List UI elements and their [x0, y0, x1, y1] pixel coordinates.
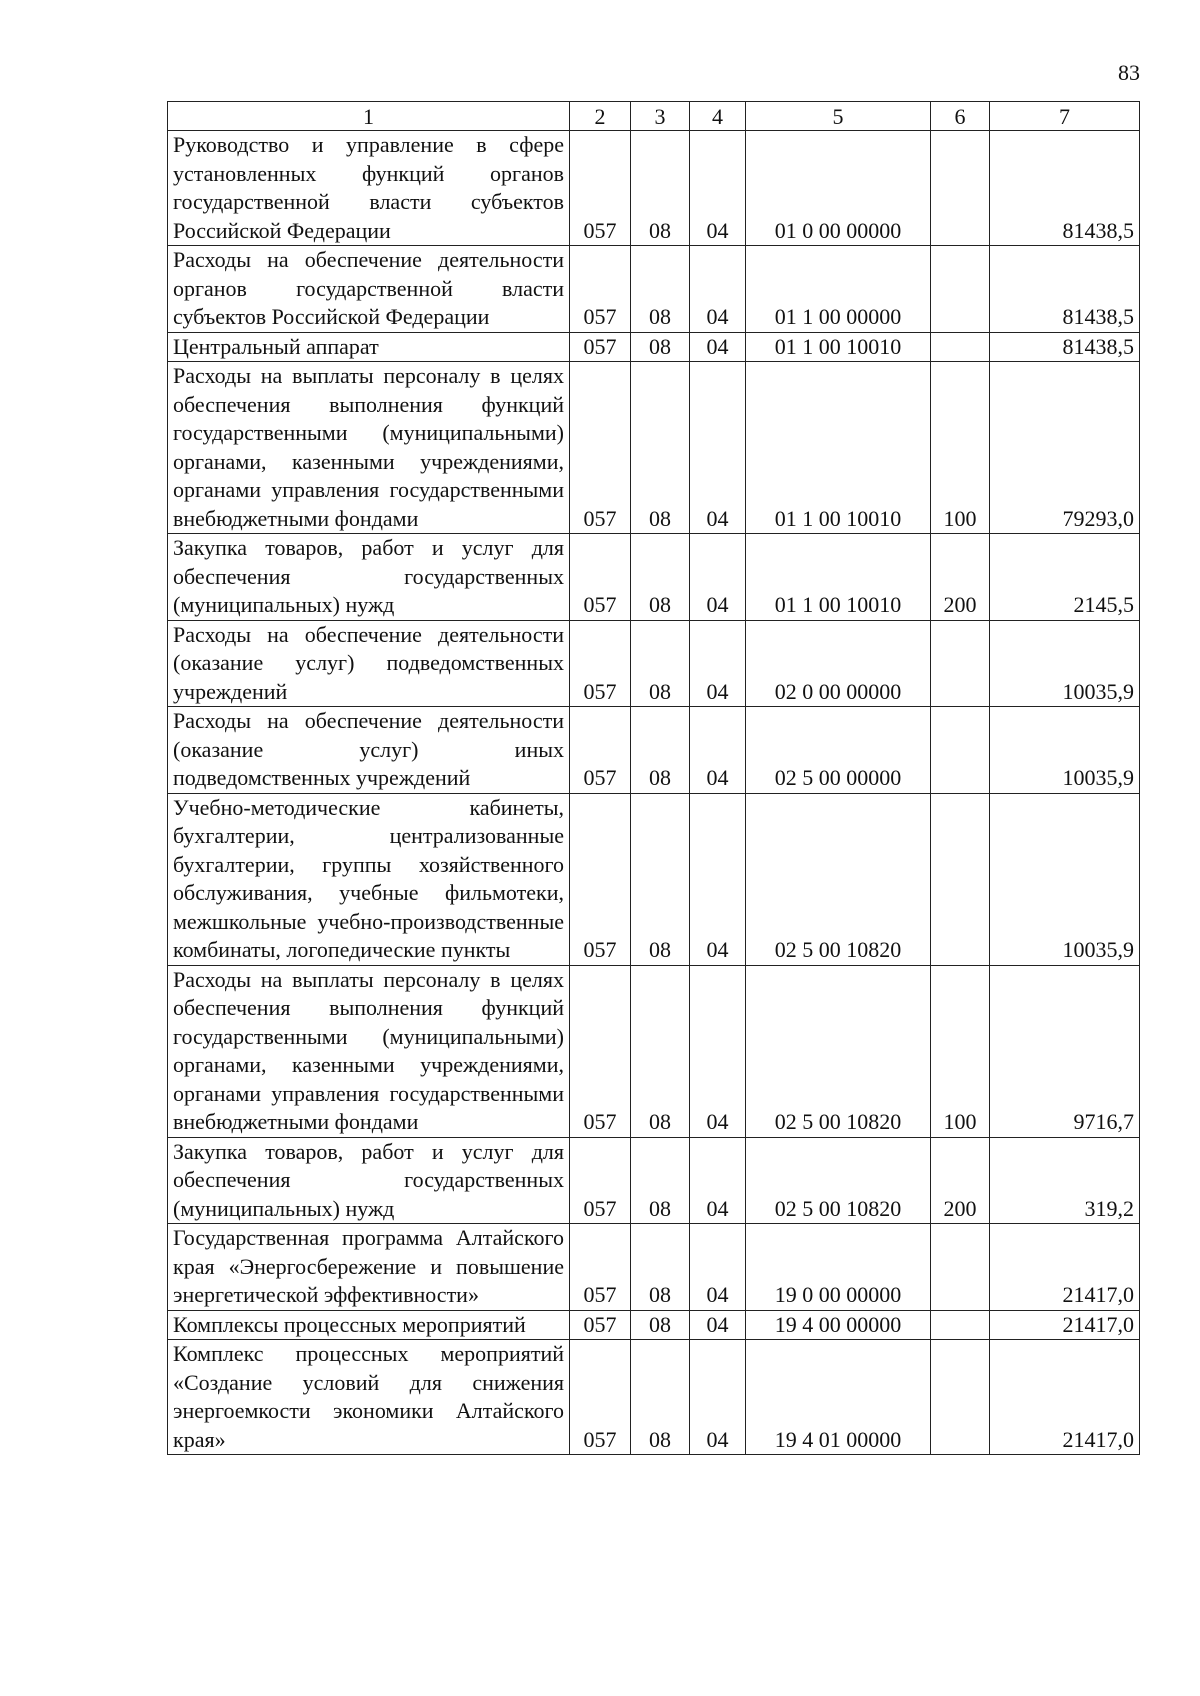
- row-amount: 81438,5: [990, 246, 1140, 333]
- row-subsection: 04: [690, 131, 746, 246]
- row-target-article: 02 5 00 10820: [746, 965, 931, 1137]
- row-ministry-code: 057: [570, 1224, 631, 1311]
- row-section: 08: [631, 131, 690, 246]
- row-subsection: 04: [690, 246, 746, 333]
- row-name: Центральный аппарат: [168, 332, 570, 362]
- table-row: [168, 707, 1140, 794]
- row-section: 08: [631, 707, 690, 794]
- column-header-1: 1: [168, 102, 570, 131]
- row-name: Комплексы процессных мероприятий: [168, 1310, 570, 1340]
- row-subsection: 04: [690, 1224, 746, 1311]
- row-subsection: 04: [690, 620, 746, 707]
- table-row: [168, 362, 1140, 534]
- row-subsection: 04: [690, 1340, 746, 1455]
- row-ministry-code: 057: [570, 793, 631, 965]
- row-expense-type: [931, 793, 990, 965]
- row-amount: 10035,9: [990, 620, 1140, 707]
- row-section: 08: [631, 965, 690, 1137]
- row-section: 08: [631, 1340, 690, 1455]
- row-name: Руководство и управление в сфере установленных функций органов государственной власти субъектов Российской Федерации: [168, 131, 570, 246]
- table-header-row: [168, 102, 1140, 131]
- row-target-article: 19 4 01 00000: [746, 1340, 931, 1455]
- row-name: Расходы на обеспечение деятельности органов государственной власти субъектов Российской Федерации: [168, 246, 570, 333]
- row-ministry-code: 057: [570, 965, 631, 1137]
- table-row: [168, 1137, 1140, 1224]
- row-target-article: 02 5 00 00000: [746, 707, 931, 794]
- column-header-5: 5: [746, 102, 931, 131]
- row-name: Закупка товаров, работ и услуг для обеспечения государственных (муниципальных) нужд: [168, 534, 570, 621]
- row-ministry-code: 057: [570, 131, 631, 246]
- row-amount: 2145,5: [990, 534, 1140, 621]
- row-ministry-code: 057: [570, 246, 631, 333]
- row-name: Комплекс процессных мероприятий «Создание условий для снижения энергоемкости экономики Алтайского края»: [168, 1340, 570, 1455]
- row-amount: 10035,9: [990, 793, 1140, 965]
- column-header-7: 7: [990, 102, 1140, 131]
- table-row: [168, 965, 1140, 1137]
- row-amount: 21417,0: [990, 1224, 1140, 1311]
- row-amount: 319,2: [990, 1137, 1140, 1224]
- row-amount: 9716,7: [990, 965, 1140, 1137]
- row-ministry-code: 057: [570, 707, 631, 794]
- row-section: 08: [631, 1224, 690, 1311]
- row-expense-type: [931, 1310, 990, 1340]
- row-amount: 21417,0: [990, 1310, 1140, 1340]
- row-subsection: 04: [690, 707, 746, 794]
- row-amount: 21417,0: [990, 1340, 1140, 1455]
- row-section: 08: [631, 534, 690, 621]
- table-row: [168, 793, 1140, 965]
- table-row: [168, 131, 1140, 246]
- row-section: 08: [631, 1310, 690, 1340]
- row-amount: 81438,5: [990, 131, 1140, 246]
- row-amount: 81438,5: [990, 332, 1140, 362]
- table-row: [168, 332, 1140, 362]
- row-subsection: 04: [690, 332, 746, 362]
- row-target-article: 01 1 00 00000: [746, 246, 931, 333]
- row-expense-type: [931, 246, 990, 333]
- row-name: Государственная программа Алтайского края «Энергосбережение и повышение энергетической эффективности»: [168, 1224, 570, 1311]
- row-name: Расходы на обеспечение деятельности (оказание услуг) подведомственных учреждений: [168, 620, 570, 707]
- row-ministry-code: 057: [570, 620, 631, 707]
- row-expense-type: [931, 1340, 990, 1455]
- row-ministry-code: 057: [570, 332, 631, 362]
- budget-table: [167, 101, 1140, 1455]
- row-amount: 79293,0: [990, 362, 1140, 534]
- table-row: [168, 620, 1140, 707]
- row-name: Закупка товаров, работ и услуг для обеспечения государственных (муниципальных) нужд: [168, 1137, 570, 1224]
- row-target-article: 01 1 00 10010: [746, 362, 931, 534]
- row-expense-type: 100: [931, 362, 990, 534]
- row-section: 08: [631, 620, 690, 707]
- row-subsection: 04: [690, 534, 746, 621]
- row-target-article: 02 5 00 10820: [746, 793, 931, 965]
- row-subsection: 04: [690, 1137, 746, 1224]
- row-name: Расходы на выплаты персоналу в целях обеспечения выполнения функций государственными (муниципальными) органами, казенными учреждениями, органами управления государственными внебюджетными фондами: [168, 362, 570, 534]
- row-name: Расходы на выплаты персоналу в целях обеспечения выполнения функций государственными (муниципальными) органами, казенными учреждениями, органами управления государственными внебюджетными фондами: [168, 965, 570, 1137]
- row-ministry-code: 057: [570, 1340, 631, 1455]
- row-expense-type: 200: [931, 1137, 990, 1224]
- row-ministry-code: 057: [570, 1137, 631, 1224]
- row-name: Расходы на обеспечение деятельности (оказание услуг) иных подведомственных учреждений: [168, 707, 570, 794]
- row-section: 08: [631, 246, 690, 333]
- row-expense-type: 200: [931, 534, 990, 621]
- table-row: [168, 246, 1140, 333]
- row-target-article: 01 1 00 10010: [746, 534, 931, 621]
- row-subsection: 04: [690, 793, 746, 965]
- row-expense-type: [931, 1224, 990, 1311]
- row-target-article: 02 5 00 10820: [746, 1137, 931, 1224]
- row-expense-type: [931, 620, 990, 707]
- table-row: [168, 1340, 1140, 1455]
- column-header-6: 6: [931, 102, 990, 131]
- column-header-3: 3: [631, 102, 690, 131]
- row-section: 08: [631, 793, 690, 965]
- row-subsection: 04: [690, 965, 746, 1137]
- row-ministry-code: 057: [570, 362, 631, 534]
- row-subsection: 04: [690, 362, 746, 534]
- row-section: 08: [631, 1137, 690, 1224]
- row-target-article: 19 0 00 00000: [746, 1224, 931, 1311]
- row-ministry-code: 057: [570, 534, 631, 621]
- row-subsection: 04: [690, 1310, 746, 1340]
- row-ministry-code: 057: [570, 1310, 631, 1340]
- row-target-article: 01 0 00 00000: [746, 131, 931, 246]
- row-target-article: 01 1 00 10010: [746, 332, 931, 362]
- row-section: 08: [631, 362, 690, 534]
- page-number: 83: [1118, 60, 1140, 85]
- row-amount: 10035,9: [990, 707, 1140, 794]
- row-name: Учебно-методические кабинеты, бухгалтерии, централизованные бухгалтерии, группы хозяйственного обслуживания, учебные фильмотеки, межшкольные учебно-производственные комбинаты, логопедические пункты: [168, 793, 570, 965]
- row-target-article: 02 0 00 00000: [746, 620, 931, 707]
- row-expense-type: [931, 707, 990, 794]
- table-row: [168, 534, 1140, 621]
- row-section: 08: [631, 332, 690, 362]
- row-expense-type: 100: [931, 965, 990, 1137]
- column-header-2: 2: [570, 102, 631, 131]
- table-row: [168, 1224, 1140, 1311]
- column-header-4: 4: [690, 102, 746, 131]
- row-expense-type: [931, 332, 990, 362]
- row-expense-type: [931, 131, 990, 246]
- row-target-article: 19 4 00 00000: [746, 1310, 931, 1340]
- table-row: [168, 1310, 1140, 1340]
